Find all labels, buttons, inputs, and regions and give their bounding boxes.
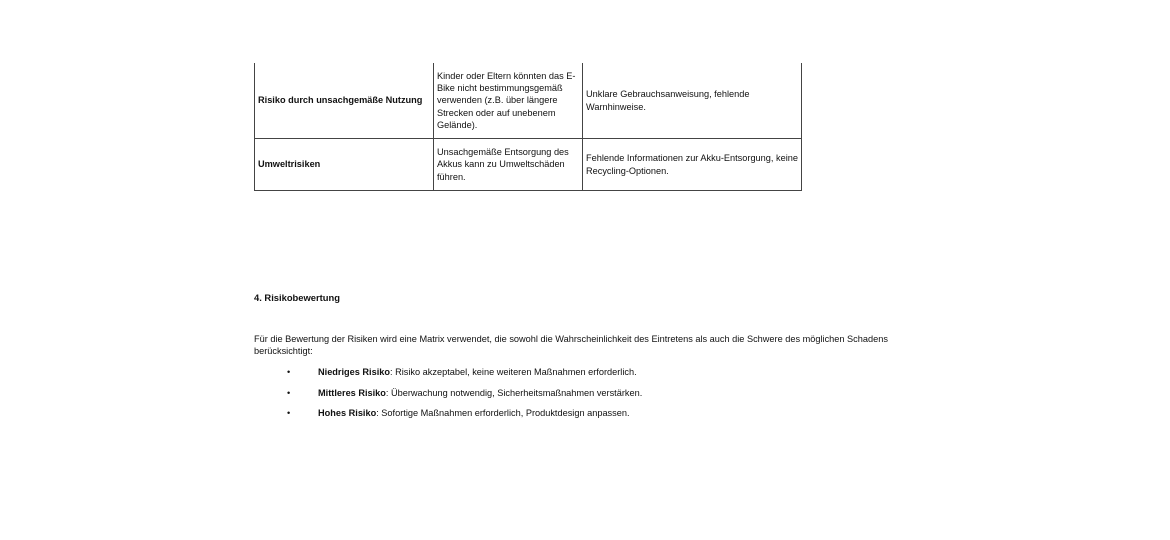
risk-level-text: : Sofortige Maßnahmen erforderlich, Produktdesign anpassen.: [376, 408, 630, 418]
intro-paragraph: Für die Bewertung der Risiken wird eine Matrix verwendet, die sowohl die Wahrscheinlichkeit des Eintretens als auch die Schwere des möglichen Schadens berücksichtigt:: [254, 334, 888, 357]
list-item: [287, 366, 642, 387]
risk-cause-cell: Fehlende Informationen zur Akku-Entsorgung, keine Recycling-Optionen.: [583, 139, 802, 191]
risk-description-cell: Unsachgemäße Entsorgung des Akkus kann zu Umweltschäden führen.: [434, 139, 583, 191]
list-item: [287, 407, 642, 428]
risk-level-term: Hohes Risiko: [318, 408, 377, 418]
risk-level-list: [287, 366, 642, 428]
risk-level-term: Mittleres Risiko: [318, 387, 386, 398]
risk-name-cell: Risiko durch unsachgemäße Nutzung: [255, 63, 434, 139]
risk-table: [254, 63, 802, 191]
list-item: [287, 387, 642, 408]
table-row: [255, 139, 802, 191]
bullet-icon: •: [287, 408, 291, 418]
bullet-icon: •: [287, 387, 291, 398]
risk-level-text: : Risiko akzeptabel, keine weiteren Maßnahmen erforderlich.: [390, 367, 637, 377]
section-heading: 4. Risikobewertung: [254, 292, 340, 303]
bullet-icon: •: [287, 367, 291, 377]
risk-cause-cell: Unklare Gebrauchsanweisung, fehlende Warnhinweise.: [583, 63, 802, 139]
risk-level-term: Niedriges Risiko: [318, 367, 390, 377]
risk-level-text: : Überwachung notwendig, Sicherheitsmaßnahmen verstärken.: [385, 387, 643, 398]
risk-description-cell: Kinder oder Eltern könnten das E-Bike nicht bestimmungsgemäß verwenden (z.B. über längere Strecken oder auf unebenem Gelände).: [434, 63, 583, 139]
risk-name-cell: Umweltrisiken: [255, 139, 434, 191]
table-row: [255, 63, 802, 139]
